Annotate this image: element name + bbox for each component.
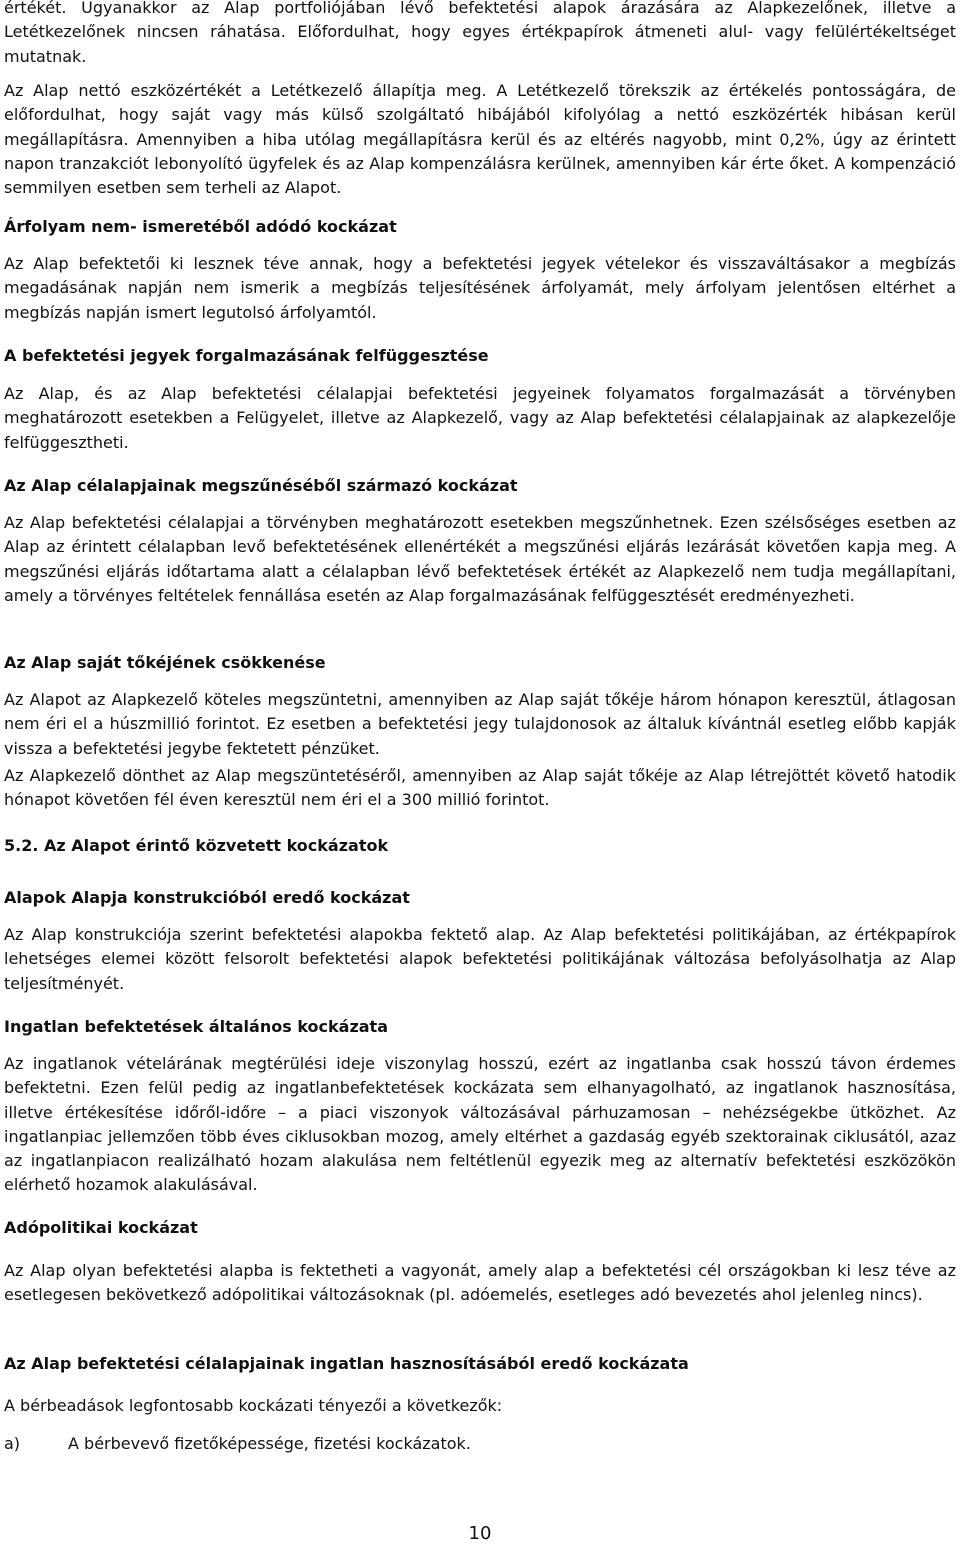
paragraph-intro-2: Az Alap nettó eszközértékét a Letétkezelő állapítja meg. A Letétkezelő törekszik az értékelés pontosságára, de előfordulhat, hogy saját vagy más külső szolgáltató hibájából kifolyólag a nettó eszközérték hibásan kerül megállapításra. Amennyiben a hiba utólag megállapításra kerül és az eltérés nagyobb, mint 0,2%, úgy az érintett napon tranzakciót lebonyolító ügyfelek és az Alap kompenzálásra kerülnek, amennyiben kár érte őket. A kompenzáció semmilyen esetben sem terheli az Alapot. [4, 81, 956, 198]
paragraph-tax-policy-risk: Az Alap olyan befektetési alapba is fektetheti a vagyonát, amely alap a befektetési cél országokban ki lesz téve az esetlegesen bekövetkező adópolitikai változásoknak (pl. adóemelés, esetleges adó bevezetés ahol jelenleg nincs). [4, 1261, 956, 1305]
heading-real-estate-utilization-risk: Az Alap befektetési célalapjainak ingatlan hasznosításából eredő kockázata [4, 1354, 689, 1373]
paragraph-suspension: Az Alap, és az Alap befektetési célalapjai befektetési jegyeinek folyamatos forgalmazását a törvényben meghatározott esetekben a Felügyelet, illetve az Alapkezelő, vagy az Alap befektetési célalapjainak az alapkezelője felfüggesztheti. [4, 384, 956, 452]
heading-section-5-2: 5.2. Az Alapot érintő közvetett kockázatok [4, 836, 389, 855]
heading-fund-of-funds-risk: Alapok Alapja konstrukcióból eredő kockázat [4, 888, 410, 907]
paragraph-equity-decrease-1: Az Alapot az Alapkezelő köteles megszüntetni, amennyiben az Alap saját tőkéje három hónapon keresztül, átlagosan nem éri el a húszmillió forintot. Ez esetben a befektetési jegy tulajdonosok az általuk kívántnál esetleg előbb kapják vissza a befektetési jegybe fektetett pénzüket. [4, 690, 956, 758]
heading-arfolyam-risk: Árfolyam nem- ismeretéből adódó kockázat [4, 217, 397, 236]
page-number: 10 [468, 1523, 492, 1544]
paragraph-leasing-factors: A bérbeadások legfontosabb kockázati tényezői a következők: [4, 1396, 503, 1415]
heading-real-estate-risk: Ingatlan befektetések általános kockázata [4, 1017, 388, 1036]
paragraph-arfolyam-risk: Az Alap befektetői ki lesznek téve annak, hogy a befektetési jegyek vételekor és visszaváltásakor a megbízás megadásának napján nem ismerik a megbízás teljesítésének árfolyamát, mely árfolyam jelentősen eltérhet a megbízás napján ismert legutolsó árfolyamtól. [4, 254, 956, 322]
paragraph-intro-1: értékét. Ugyanakkor az Alap portfoliójában lévő befektetési alapok árazására az Alapkezelőnek, illetve a Letétkezelőnek nincsen ráhatása. Előfordulhat, hogy egyes értékpapírok átmeneti alul- vagy felülértékeltséget mutatnak. [4, 0, 956, 66]
list-item-text: A bérbevevő fizetőképessége, fizetési kockázatok. [68, 1434, 471, 1453]
paragraph-real-estate-risk: Az ingatlanok vételárának megtérülési ideje viszonylag hosszú, ezért az ingatlanba csak hosszú távon érdemes befektetni. Ezen felül pedig az ingatlanbefektetések kockázata sem elhanyagolható, az ingatlanok hasznosítása, illetve értékesítése időről-időre – a piaci viszonyok változásával párhuzamosan – nehézségekbe ütközhet. Az ingatlanpiac jellemzően több éves ciklusokban mozog, amely eltérhet a gazdaság egyéb szektorainak ciklusától, azaz az ingatlanpiacon realizálható hozam alakulása nem feltétlenül egyezik meg az alternatív befektetési eszközökön elérhető hozamok alakulásával. [4, 1054, 956, 1195]
list-marker: a) [4, 1434, 21, 1453]
paragraph-fund-of-funds-risk: Az Alap konstrukciója szerint befektetési alapokba fektető alap. Az Alap befektetési politikájában, az értékpapírok lehetséges elemei között felsorolt befektetési alapok befektetési politikájának változása befolyásolhatja az Alap teljesítményét. [4, 925, 956, 993]
paragraph-target-fund-termination: Az Alap befektetési célalapjai a törvényben meghatározott esetekben megszűnhetnek. Ezen szélsőséges esetben az Alap az érintett célalapban levő befektetésének ellenértékét a megszűnési eljárás lezárását követően kapja meg. A megszűnési eljárás időtartama alatt a célalapban lévő befektetések értékét az Alapkezelő nem tudja megállapítani, amely a törvényes feltételek fennállása esetén az Alap forgalmazásának felfüggesztését eredményezheti. [4, 513, 956, 605]
heading-equity-decrease: Az Alap saját tőkéjének csökkenése [4, 653, 326, 672]
heading-tax-policy-risk: Adópolitikai kockázat [4, 1218, 198, 1237]
list-item-a [4, 1432, 956, 1456]
heading-target-fund-termination: Az Alap célalapjainak megszűnéséből származó kockázat [4, 476, 518, 495]
heading-suspension: A befektetési jegyek forgalmazásának felfüggesztése [4, 346, 489, 365]
paragraph-equity-decrease-2: Az Alapkezelő dönthet az Alap megszüntetéséről, amennyiben az Alap saját tőkéje az Alap létrejöttét követő hatodik hónapot követően fél éven keresztül nem éri el a 300 millió forintot. [4, 766, 956, 810]
